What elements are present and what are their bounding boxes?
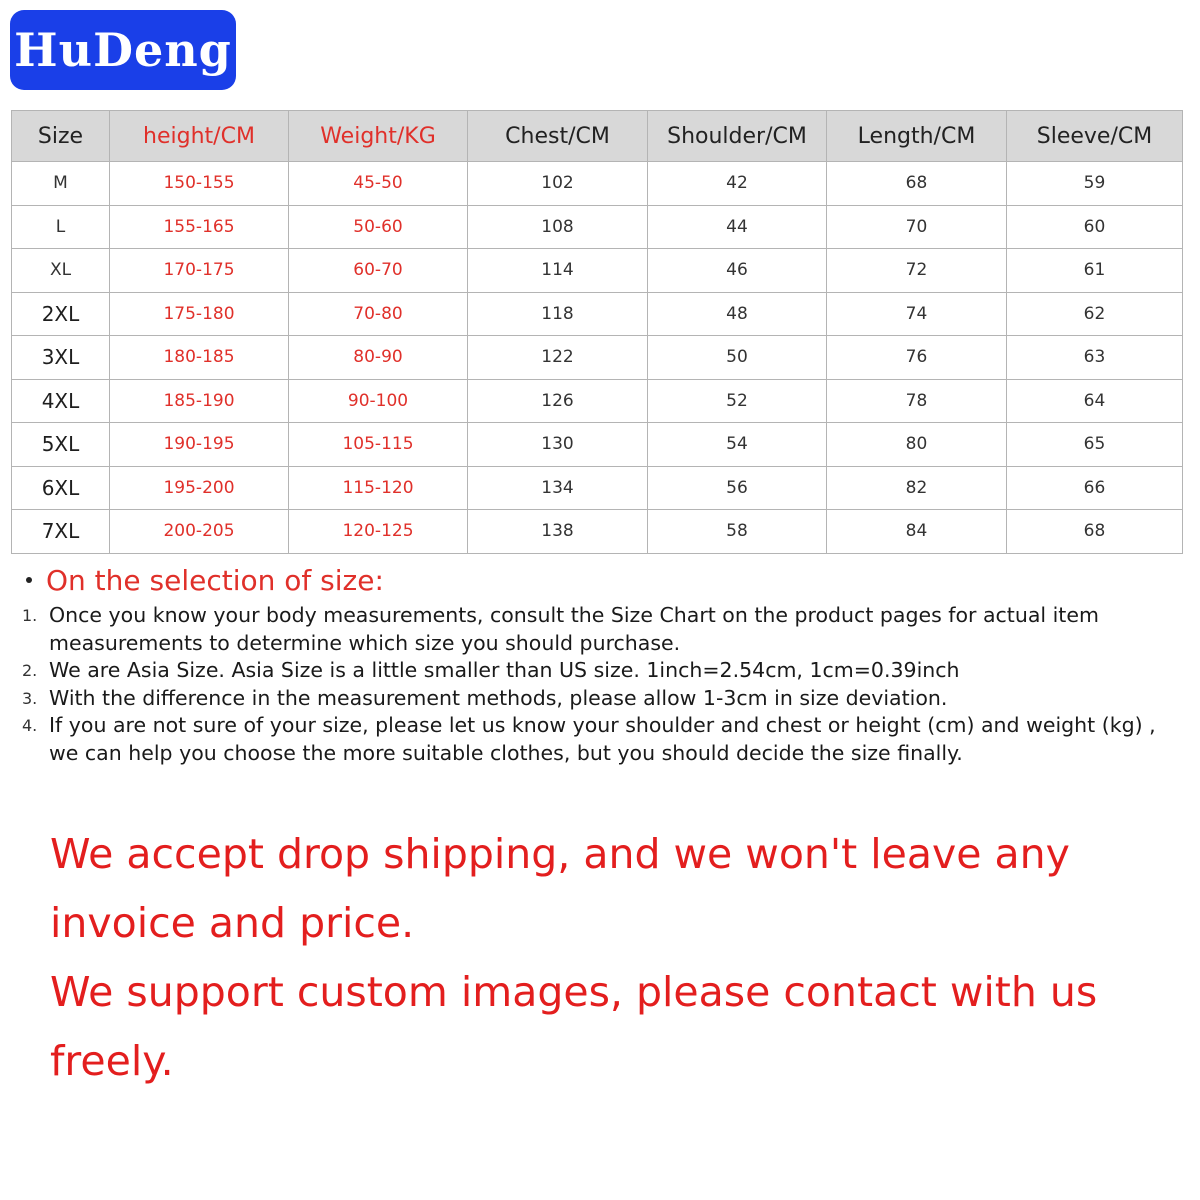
height-cell: 150-155	[110, 162, 289, 206]
size-cell: XL	[12, 249, 110, 293]
weight-cell: 90-100	[289, 379, 468, 423]
weight-cell: 50-60	[289, 205, 468, 249]
length-cell: 76	[827, 336, 1007, 380]
shoulder-cell: 58	[648, 510, 827, 554]
header-size: Size	[12, 111, 110, 162]
chest-cell: 126	[468, 379, 648, 423]
note-number: 4.	[22, 716, 38, 735]
height-cell: 185-190	[110, 379, 289, 423]
list-item	[22, 602, 1187, 657]
weight-cell: 105-115	[289, 423, 468, 467]
shoulder-cell: 50	[648, 336, 827, 380]
table-row	[12, 379, 1183, 423]
size-chart-table	[11, 110, 1183, 554]
sleeve-cell: 66	[1007, 466, 1183, 510]
note-text: With the difference in the measurement methods, please allow 1-3cm in size deviation.	[49, 685, 948, 710]
shipping-info	[50, 820, 1180, 1096]
length-cell: 80	[827, 423, 1007, 467]
weight-cell: 60-70	[289, 249, 468, 293]
size-cell: 2XL	[12, 292, 110, 336]
weight-cell: 70-80	[289, 292, 468, 336]
height-cell: 190-195	[110, 423, 289, 467]
chest-cell: 122	[468, 336, 648, 380]
size-notes-list	[22, 602, 1187, 767]
sleeve-cell: 63	[1007, 336, 1183, 380]
shoulder-cell: 48	[648, 292, 827, 336]
sleeve-cell: 62	[1007, 292, 1183, 336]
size-cell: M	[12, 162, 110, 206]
size-cell: L	[12, 205, 110, 249]
height-cell: 200-205	[110, 510, 289, 554]
note-text: We are Asia Size. Asia Size is a little smaller than US size. 1inch=2.54cm, 1cm=0.39inch	[49, 658, 960, 682]
size-notes-heading-row	[22, 562, 1187, 598]
list-item	[22, 685, 1187, 713]
height-cell: 155-165	[110, 205, 289, 249]
custom-images-text: We support custom images, please contact with us freely.	[50, 968, 1098, 1085]
size-notes-heading: On the selection of size:	[46, 563, 384, 597]
bullet-icon	[26, 577, 32, 583]
sleeve-cell: 60	[1007, 205, 1183, 249]
sleeve-cell: 65	[1007, 423, 1183, 467]
table-row	[12, 466, 1183, 510]
chest-cell: 114	[468, 249, 648, 293]
sleeve-cell: 59	[1007, 162, 1183, 206]
height-cell: 170-175	[110, 249, 289, 293]
size-cell: 6XL	[12, 466, 110, 510]
weight-cell: 80-90	[289, 336, 468, 380]
size-notes	[22, 562, 1187, 767]
brand-logo	[10, 10, 236, 90]
header-weight: Weight/KG	[289, 111, 468, 162]
table-row	[12, 162, 1183, 206]
weight-cell: 45-50	[289, 162, 468, 206]
sleeve-cell: 61	[1007, 249, 1183, 293]
note-text: Once you know your body measurements, consult the Size Chart on the product pages for actual item measurements to determine which size you should purchase.	[49, 603, 1099, 655]
list-item	[22, 712, 1187, 767]
shoulder-cell: 52	[648, 379, 827, 423]
shoulder-cell: 54	[648, 423, 827, 467]
table-row	[12, 205, 1183, 249]
header-length: Length/CM	[827, 111, 1007, 162]
length-cell: 74	[827, 292, 1007, 336]
length-cell: 84	[827, 510, 1007, 554]
chest-cell: 138	[468, 510, 648, 554]
length-cell: 70	[827, 205, 1007, 249]
size-cell: 7XL	[12, 510, 110, 554]
note-number: 3.	[22, 688, 38, 708]
shoulder-cell: 56	[648, 466, 827, 510]
weight-cell: 115-120	[289, 466, 468, 510]
table-row	[12, 510, 1183, 554]
size-cell: 5XL	[12, 423, 110, 467]
note-number: 1.	[22, 606, 38, 625]
brand-logo-text: HuDeng	[14, 23, 232, 77]
chest-cell: 102	[468, 162, 648, 206]
list-item	[22, 657, 1187, 685]
header-chest: Chest/CM	[468, 111, 648, 162]
size-cell: 3XL	[12, 336, 110, 380]
header-sleeve: Sleeve/CM	[1007, 111, 1183, 162]
size-cell: 4XL	[12, 379, 110, 423]
height-cell: 180-185	[110, 336, 289, 380]
sleeve-cell: 64	[1007, 379, 1183, 423]
height-cell: 175-180	[110, 292, 289, 336]
chest-cell: 108	[468, 205, 648, 249]
length-cell: 68	[827, 162, 1007, 206]
length-cell: 72	[827, 249, 1007, 293]
length-cell: 82	[827, 466, 1007, 510]
drop-shipping-text: We accept drop shipping, and we won't leave any invoice and price.	[50, 830, 1070, 947]
header-height: height/CM	[110, 111, 289, 162]
length-cell: 78	[827, 379, 1007, 423]
table-header-row	[12, 111, 1183, 162]
shoulder-cell: 46	[648, 249, 827, 293]
table-row	[12, 249, 1183, 293]
shoulder-cell: 44	[648, 205, 827, 249]
height-cell: 195-200	[110, 466, 289, 510]
chest-cell: 130	[468, 423, 648, 467]
chest-cell: 134	[468, 466, 648, 510]
table-row	[12, 423, 1183, 467]
table-row	[12, 336, 1183, 380]
shoulder-cell: 42	[648, 162, 827, 206]
chest-cell: 118	[468, 292, 648, 336]
table-row	[12, 292, 1183, 336]
weight-cell: 120-125	[289, 510, 468, 554]
note-text: If you are not sure of your size, please let us know your shoulder and chest or height (cm) and weight (kg) , we can help you choose the more suitable clothes, but you should decide the size finally.	[49, 713, 1156, 765]
note-number: 2.	[22, 661, 38, 680]
sleeve-cell: 68	[1007, 510, 1183, 554]
header-shoulder: Shoulder/CM	[648, 111, 827, 162]
